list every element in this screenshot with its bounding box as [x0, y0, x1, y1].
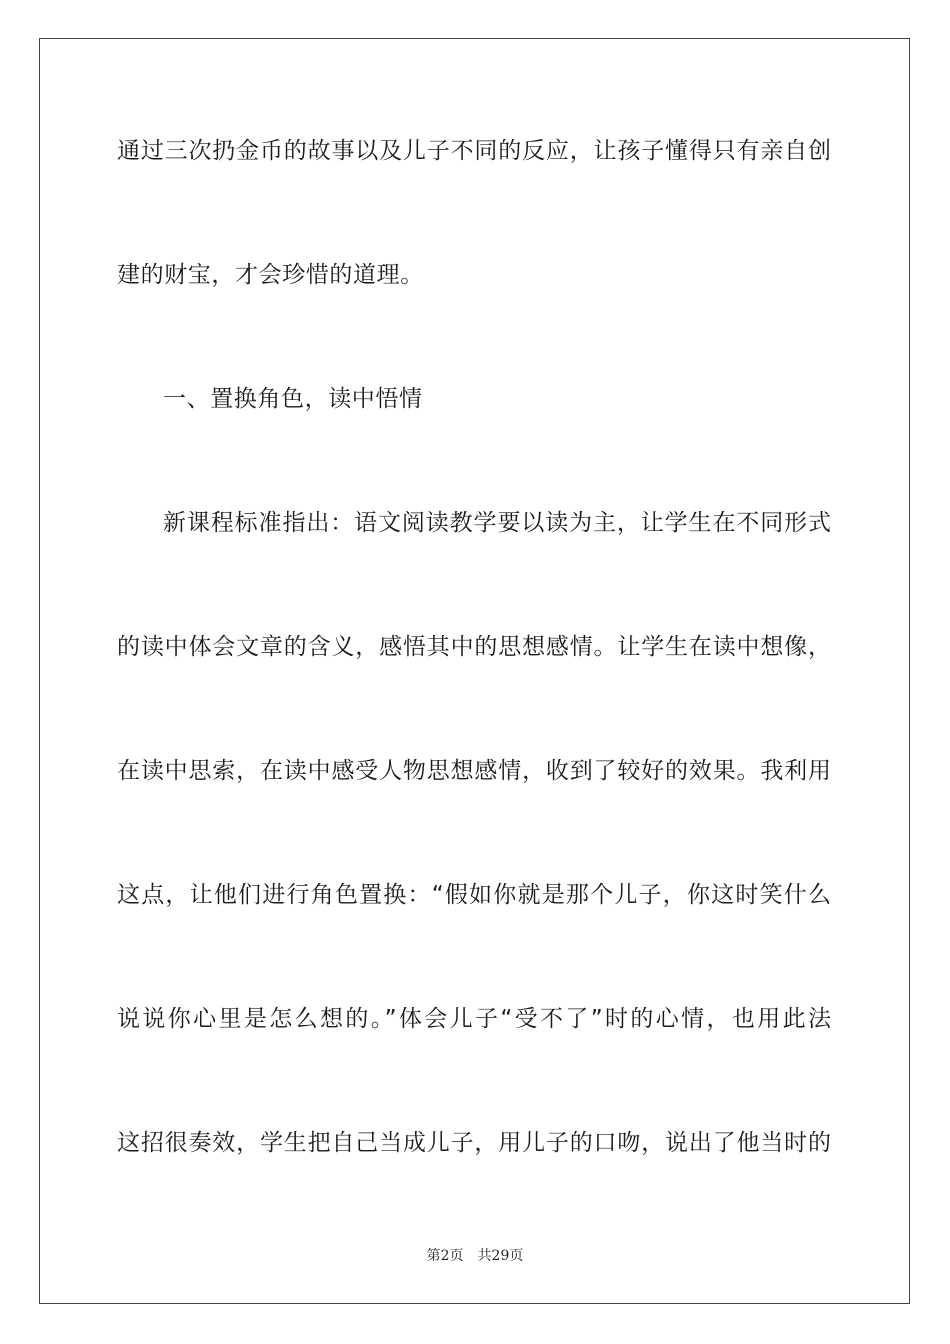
paragraph-line: 通过三次扔金币的故事以及儿子不同的反应，让孩子懂得只有亲自创 — [117, 138, 831, 164]
paragraph-line: 这点，让他们进行角色置换：“假如你就是那个儿子，你这时笑什么 — [117, 882, 831, 908]
paragraph-line: 新课程标准指出：语文阅读教学要以读为主，让学生在不同形式 — [163, 510, 831, 536]
paragraph-line: 建的财宝，才会珍惜的道理。 — [117, 262, 424, 288]
paragraph-line: 说说你心里是怎么想的。”体会儿子“受不了”时的心情，也用此法 — [117, 1006, 831, 1032]
paragraph-line: 的读中体会文章的含义，感悟其中的思想感情。让学生在读中想像， — [117, 634, 831, 660]
section-heading: 一、置换角色，读中悟情 — [163, 386, 423, 412]
paragraph-line: 在读中思索，在读中感受人物思想感情，收到了较好的效果。我利用 — [117, 758, 831, 784]
paragraph-line: 这招很奏效，学生把自己当成儿子，用儿子的口吻，说出了他当时的 — [117, 1130, 831, 1156]
page-total: 共29页 — [477, 1248, 524, 1264]
page-footer — [0, 1247, 950, 1265]
page-border — [39, 38, 910, 1304]
page-number: 第2页 — [426, 1248, 464, 1264]
